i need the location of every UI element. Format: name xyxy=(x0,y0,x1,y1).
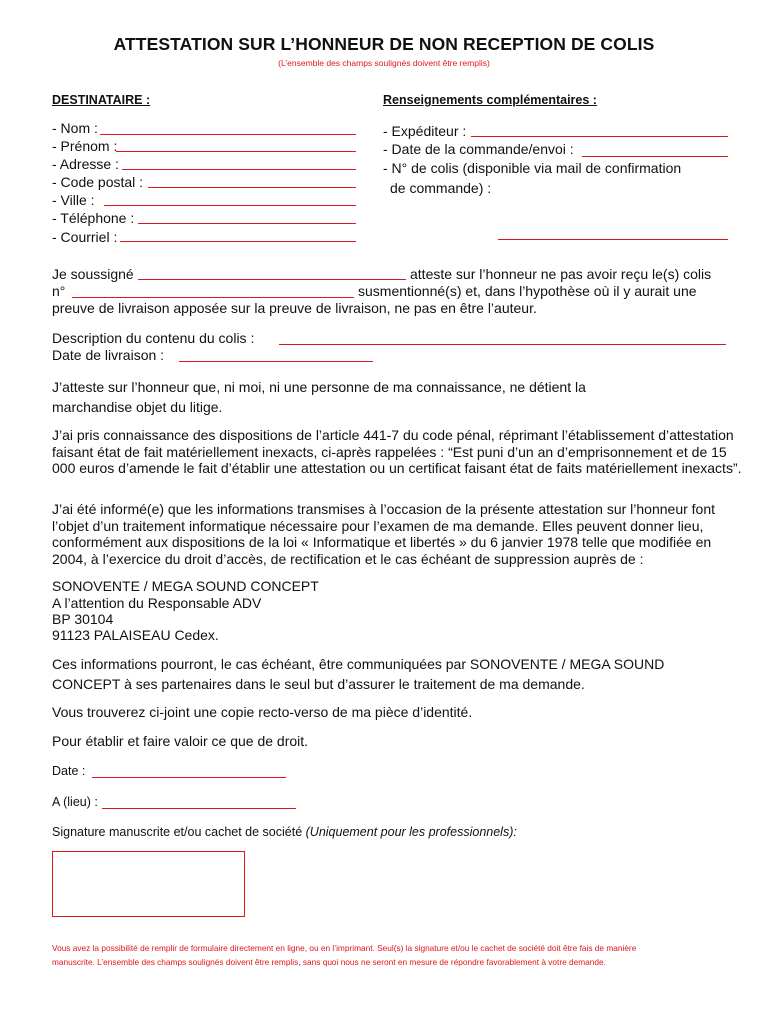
address-line-2: A l’attention du Responsable ADV xyxy=(52,595,262,611)
paragraph-atteste-line2: marchandise objet du litige. xyxy=(52,399,223,415)
destinataire-heading: DESTINATAIRE : xyxy=(52,93,151,107)
code-postal-field[interactable] xyxy=(148,187,356,188)
address-line-1: SONOVENTE / MEGA SOUND CONCEPT xyxy=(52,578,319,594)
description-field[interactable] xyxy=(279,344,726,345)
telephone-label: - Téléphone : xyxy=(52,210,135,226)
address-line-4: 91123 PALAISEAU Cedex. xyxy=(52,627,219,643)
soussigne-text: atteste sur l’honneur ne pas avoir reçu le(s) colis xyxy=(410,266,712,282)
date-livraison-label: Date de livraison : xyxy=(52,347,165,363)
paragraph-piece-identite: Vous trouverez ci-joint une copie recto-verso de ma pièce d’identité. xyxy=(52,704,473,720)
prenom-field[interactable] xyxy=(116,151,356,152)
prenom-label: - Prénom : xyxy=(52,138,118,154)
adresse-label: - Adresse : xyxy=(52,156,119,172)
soussigne-label: Je soussigné xyxy=(52,266,134,282)
footer-note-line1: Vous avez la possibilité de remplir de formulaire directement en ligne, ou en l’imprimant. Seul(s) la signature et/ou le cachet de société doit être fais de manière xyxy=(52,943,637,953)
expediteur-field[interactable] xyxy=(471,136,728,137)
page-title: ATTESTATION SUR L’HONNEUR DE NON RECEPTION DE COLIS xyxy=(113,34,655,54)
date-livraison-field[interactable] xyxy=(179,361,373,362)
lieu-label: A (lieu) : xyxy=(52,795,98,809)
page-subtitle: (L’ensemble des champs soulignés doivent être remplis) xyxy=(278,58,490,68)
expediteur-label: - Expéditeur : xyxy=(383,123,467,139)
numero-colis-label-cont: de commande) : xyxy=(390,180,492,196)
numero-colis-field[interactable] xyxy=(498,239,728,240)
paragraph-code-penal: J’ai pris connaissance des dispositions de l’article 441-7 du code pénal, réprimant l’établissement d’attestation faisant état de fait matériellement inexacts, ci-après rappelées : “Est puni d’un an d’emprisonnement et de 15 000 euros d’amende le fait d’établir une attestation ou un certificat faisant état de faits matériellement inexacts”. xyxy=(52,427,742,476)
date-field[interactable] xyxy=(92,777,286,778)
adresse-field[interactable] xyxy=(122,169,356,170)
signature-label xyxy=(52,825,517,839)
numero-label: n° xyxy=(52,283,66,299)
soussigne-name-field[interactable] xyxy=(138,279,406,280)
signature-box[interactable] xyxy=(52,851,245,917)
renseignements-heading: Renseignements complémentaires : xyxy=(383,93,597,107)
date-commande-field[interactable] xyxy=(582,156,728,157)
date-label: Date : xyxy=(52,764,86,778)
paragraph-partenaires-line1: Ces informations pourront, le cas échéant, être communiquées par SONOVENTE / MEGA SOUND xyxy=(52,656,665,672)
courriel-field[interactable] xyxy=(120,241,356,242)
courriel-label: - Courriel : xyxy=(52,229,118,245)
address-line-3: BP 30104 xyxy=(52,611,114,627)
paragraph-informatique: J’ai été informé(e) que les informations transmises à l’occasion de la présente attestation sur l’honneur font l’objet d’un traitement informatique nécessaire pour l’examen de ma demande. Elles peuvent donner lieu, conformément aux dispositions de la loi « Informatique et libertés » du 6 janvier 1978 telle que modifiée en 2004, à l’exercice du droit d’accès, de rectification et le cas échéant de suppression auprès de : xyxy=(52,501,716,567)
nom-label: - Nom : xyxy=(52,120,98,136)
footer-note-line2: manuscrite. L’ensemble des champs soulignés doivent être remplis, sans quoi nous ne seront en mesure de répondre favorablement à votre demande. xyxy=(52,957,606,967)
ville-field[interactable] xyxy=(104,205,356,206)
paragraph-valoir: Pour établir et faire valoir ce que de droit. xyxy=(52,733,309,749)
signature-label-italic: (Uniquement pour les professionnels): xyxy=(305,825,517,839)
numero-field[interactable] xyxy=(72,297,354,298)
lieu-field[interactable] xyxy=(102,808,296,809)
susmentionne-text: susmentionné(s) et, dans l’hypothèse où il y aurait une xyxy=(358,283,697,299)
ville-label: - Ville : xyxy=(52,192,95,208)
telephone-field[interactable] xyxy=(138,223,356,224)
nom-field[interactable] xyxy=(100,134,356,135)
date-commande-label: - Date de la commande/envoi : xyxy=(383,141,574,157)
numero-colis-label: - N° de colis (disponible via mail de confirmation xyxy=(383,160,682,176)
code-postal-label: - Code postal : xyxy=(52,174,144,190)
paragraph-atteste-line1: J’atteste sur l’honneur que, ni moi, ni une personne de ma connaissance, ne détient la xyxy=(52,379,586,395)
paragraph-partenaires-line2: CONCEPT à ses partenaires dans le seul but d’assurer le traitement de ma demande. xyxy=(52,676,585,692)
preuve-livraison-text: preuve de livraison apposée sur la preuve de livraison, ne pas en être l’auteur. xyxy=(52,300,537,316)
description-label: Description du contenu du colis : xyxy=(52,330,255,346)
signature-label-text: Signature manuscrite et/ou cachet de société xyxy=(52,825,306,839)
